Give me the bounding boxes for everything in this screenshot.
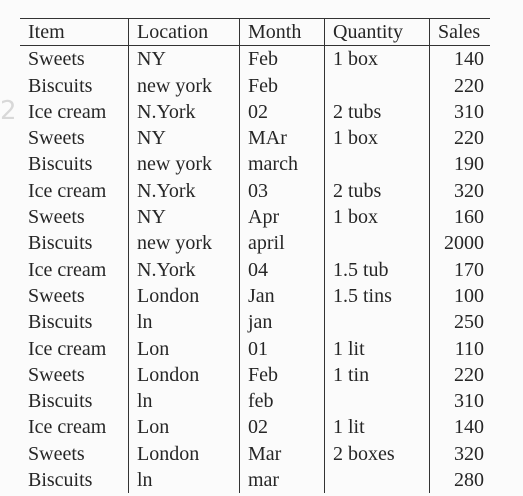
table-row — [20, 46, 490, 73]
header-quantity: Quantity — [325, 19, 430, 46]
cell-sales: 250 — [430, 309, 491, 335]
cell-month: 01 — [240, 336, 325, 362]
cell-sales: 280 — [430, 467, 491, 493]
table-row — [20, 178, 490, 204]
cell-sales: 220 — [430, 125, 491, 151]
table-row — [20, 283, 490, 309]
cell-quantity: 1 box — [325, 204, 430, 230]
table-row — [20, 99, 490, 125]
cell-location: Lon — [129, 336, 240, 362]
cell-month: Feb — [240, 73, 325, 99]
cell-sales: 310 — [430, 388, 491, 414]
cell-quantity: 2 boxes — [325, 441, 430, 467]
cell-month: 04 — [240, 257, 325, 283]
cell-quantity: 2 tubs — [325, 99, 430, 125]
cell-quantity — [325, 73, 430, 99]
cell-month: MAr — [240, 125, 325, 151]
cell-item: Biscuits — [28, 469, 93, 492]
cell-quantity: 1 lit — [325, 414, 430, 440]
cell-sales: 140 — [430, 414, 491, 440]
cell-month: 02 — [240, 414, 325, 440]
cell-month: Feb — [240, 362, 325, 388]
cell-item: Sweets — [28, 127, 85, 150]
cell-quantity: 1 box — [325, 125, 430, 151]
cell-quantity: 1 lit — [325, 336, 430, 362]
table-row — [20, 151, 490, 177]
cell-item: Ice cream — [28, 416, 107, 439]
cell-sales: 100 — [430, 283, 491, 309]
table-row — [20, 73, 490, 99]
cell-item: Sweets — [28, 48, 85, 71]
cell-sales: 220 — [430, 73, 491, 99]
cell-item: Biscuits — [28, 153, 93, 176]
cell-location: ln — [129, 309, 240, 335]
cell-quantity: 1.5 tins — [325, 283, 430, 309]
cell-item: Ice cream — [28, 100, 107, 123]
cell-location: N.York — [129, 257, 240, 283]
header-item: Item — [28, 21, 65, 43]
cell-quantity: 1 box — [325, 46, 430, 73]
cell-quantity: 1.5 tub — [325, 257, 430, 283]
table-row — [20, 467, 490, 493]
cell-location: NY — [129, 125, 240, 151]
table-row — [20, 204, 490, 230]
cell-location: ln — [129, 467, 240, 493]
cell-sales: 320 — [430, 441, 491, 467]
cell-location: new york — [129, 73, 240, 99]
cell-month: 02 — [240, 99, 325, 125]
cell-month: Apr — [240, 204, 325, 230]
stray-mark: 2 — [0, 96, 17, 126]
cell-month: jan — [240, 309, 325, 335]
cell-quantity — [325, 388, 430, 414]
sales-table — [20, 18, 490, 493]
cell-month: Jan — [240, 283, 325, 309]
cell-month: Feb — [240, 46, 325, 73]
cell-location: ln — [129, 388, 240, 414]
table-row — [20, 309, 490, 335]
cell-item: Sweets — [28, 284, 85, 307]
header-location: Location — [129, 19, 240, 46]
cell-month: april — [240, 230, 325, 256]
cell-quantity — [325, 309, 430, 335]
cell-location: new york — [129, 151, 240, 177]
cell-location: NY — [129, 46, 240, 73]
table-body — [20, 46, 490, 494]
header-month: Month — [240, 19, 325, 46]
cell-item: Ice cream — [28, 258, 107, 281]
cell-month: mar — [240, 467, 325, 493]
cell-sales: 140 — [430, 46, 491, 73]
table-row — [20, 230, 490, 256]
table-row — [20, 388, 490, 414]
cell-sales: 310 — [430, 99, 491, 125]
cell-item: Ice cream — [28, 337, 107, 360]
table-row — [20, 336, 490, 362]
cell-quantity: 1 tin — [325, 362, 430, 388]
cell-quantity — [325, 151, 430, 177]
cell-location: N.York — [129, 178, 240, 204]
header-sales: Sales — [430, 19, 491, 46]
cell-item: Biscuits — [28, 390, 93, 413]
cell-quantity — [325, 467, 430, 493]
cell-item: Sweets — [28, 442, 85, 465]
cell-quantity: 2 tubs — [325, 178, 430, 204]
cell-item: Biscuits — [28, 311, 93, 334]
table-row — [20, 441, 490, 467]
cell-location: new york — [129, 230, 240, 256]
cell-month: feb — [240, 388, 325, 414]
cell-sales: 220 — [430, 362, 491, 388]
cell-quantity — [325, 230, 430, 256]
cell-item: Sweets — [28, 206, 85, 229]
cell-item: Ice cream — [28, 179, 107, 202]
cell-sales: 190 — [430, 151, 491, 177]
cell-item: Biscuits — [28, 74, 93, 97]
cell-location: N.York — [129, 99, 240, 125]
cell-location: NY — [129, 204, 240, 230]
cell-month: Mar — [240, 441, 325, 467]
cell-sales: 170 — [430, 257, 491, 283]
cell-location: London — [129, 441, 240, 467]
table-row — [20, 414, 490, 440]
cell-location: London — [129, 283, 240, 309]
header-row — [20, 19, 490, 46]
cell-sales: 320 — [430, 178, 491, 204]
cell-month: march — [240, 151, 325, 177]
cell-sales: 2000 — [430, 230, 491, 256]
cell-location: London — [129, 362, 240, 388]
cell-item: Sweets — [28, 363, 85, 386]
cell-item: Biscuits — [28, 232, 93, 255]
cell-month: 03 — [240, 178, 325, 204]
cell-sales: 110 — [430, 336, 491, 362]
table-row — [20, 362, 490, 388]
cell-location: Lon — [129, 414, 240, 440]
cell-sales: 160 — [430, 204, 491, 230]
table-row — [20, 257, 490, 283]
table-header — [20, 19, 490, 46]
table-row — [20, 125, 490, 151]
